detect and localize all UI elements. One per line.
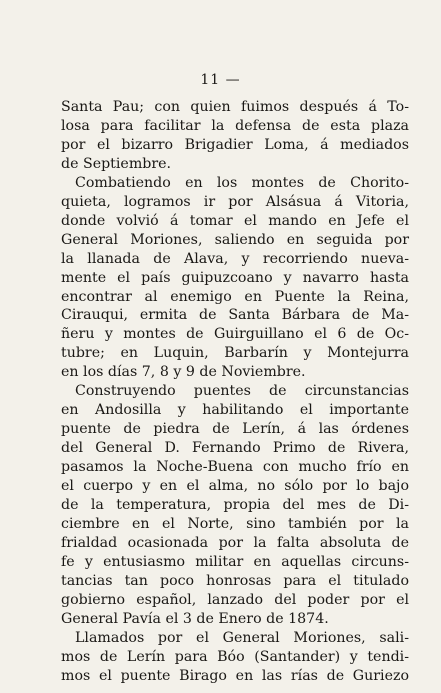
text-line: el cuerpo y en el alma, no sólo por lo bajo xyxy=(61,478,409,495)
text-line: tancias tan poco honrosas para el titulado xyxy=(61,572,409,589)
text-line: ciembre en el Norte, sino también por la xyxy=(61,515,409,532)
text-line: donde volvió á tomar el mando en Jefe el xyxy=(61,212,409,229)
text-line: Construyendo puentes de circunstancias xyxy=(75,383,409,400)
text-line: frialdad ocasionada por la falta absoluta de xyxy=(61,534,409,551)
text-line: en los días 7, 8 y 9 de Noviembre. xyxy=(61,364,306,381)
text-line: fe y entusiasmo militar en aquellas circuns- xyxy=(61,553,409,570)
text-line: encontrar al enemigo en Puente la Reina, xyxy=(61,288,409,305)
text-line: gobierno español, lanzado del poder por el xyxy=(61,591,409,608)
text-line: quieta, logramos ir por Alsásua á Vitoria, xyxy=(61,193,409,210)
text-line: la llanada de Alava, y recorriendo nueva- xyxy=(61,250,409,267)
text-line: de la temperatura, propia del mes de Di- xyxy=(61,497,409,514)
text-line: General Moriones, saliendo en seguida por xyxy=(61,231,409,248)
text-line: mos el puente Birago en las rías de Guriezo xyxy=(61,667,409,684)
body-text xyxy=(61,98,409,686)
text-line: mos de Lerín para Bóo (Santander) y tendi- xyxy=(61,648,409,665)
text-line: del General D. Fernando Primo de Rivera, xyxy=(61,440,409,457)
text-line: de Septiembre. xyxy=(61,155,172,172)
text-line: General Pavía el 3 de Enero de 1874. xyxy=(61,610,329,627)
text-line: puente de piedra de Lerín, á las órdenes xyxy=(61,421,409,438)
text-line: ñeru y montes de Guirguillano el 6 de Oc- xyxy=(61,326,409,343)
text-line: Llamados por el General Moriones, sali- xyxy=(75,629,409,646)
text-line: Cirauqui, ermita de Santa Bárbara de Ma- xyxy=(61,307,409,324)
page-number: 11 — xyxy=(200,72,241,88)
text-line: Santa Pau; con quien fuimos después á To- xyxy=(61,99,409,115)
text-line: pasamos la Noche-Buena con mucho frío en xyxy=(61,459,409,476)
text-line: Combatiendo en los montes de Chorito- xyxy=(75,174,409,191)
text-line: tubre; en Luquin, Barbarín y Montejurra xyxy=(61,345,409,362)
text-line: mente el país guipuzcoano y navarro hasta xyxy=(61,269,409,286)
text-line: en Andosilla y habilitando el importante xyxy=(61,402,409,419)
text-line: por el bizarro Brigadier Loma, á mediados xyxy=(61,136,409,153)
text-line: losa para facilitar la defensa de esta plaza xyxy=(61,117,409,134)
